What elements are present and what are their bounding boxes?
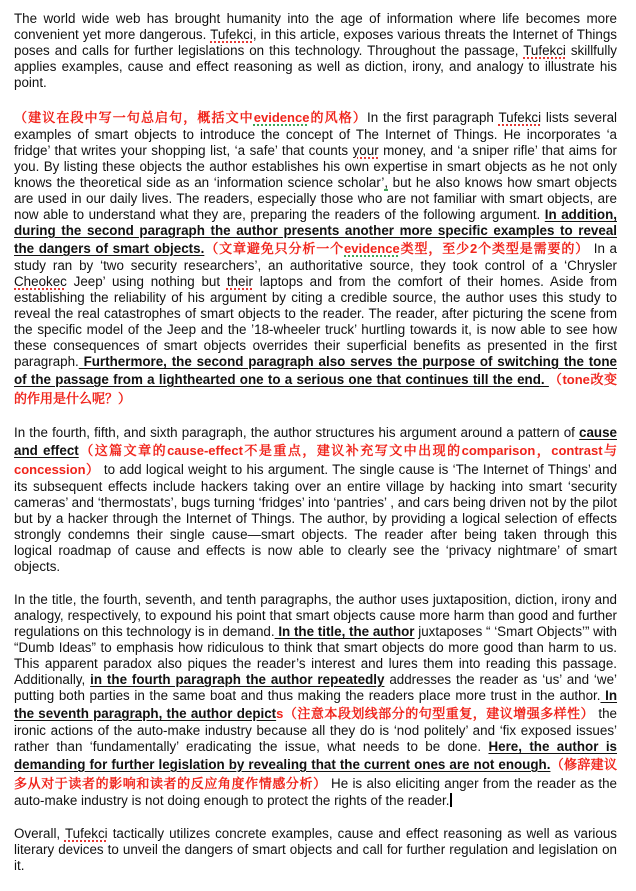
teacher-comment-flagged: evidence — [344, 241, 400, 256]
underlined-key-sentence: Here, the author is demanding for further legislation by revealing that the current ones are not enough. — [14, 739, 617, 772]
teacher-comment: 类型，至少2个类型是需要的） — [399, 241, 590, 256]
body-text: lists several examples of smart objects to introduce the concept of The Internet of Things. He incorporates ‘a fridge’ that writes your shopping list, ‘a safe’ that counts — [14, 110, 617, 158]
paragraph — [14, 108, 617, 408]
body-text: In a study ran by ‘two security researchers’, an authoritative source, they took control of a ‘Chrysler — [14, 241, 617, 273]
body-text: addresses the reader as ‘us’ and ‘we’ putting both parties in the same boat and thus making the readers place more trust in the author. — [14, 672, 618, 703]
body-text: but he also knows how smart objects are used in our daily lives. The readers, especially those who are not familiar with smart objects, are now able to understand what they are, preparing the readers of the following argument. — [14, 175, 617, 222]
underlined-key-sentence: In the seventh paragraph, the author depict — [14, 688, 618, 721]
underlined-key-sentence: In addition, during the second paragraph the author presents another more specific examples to reveal the dangers of smart objects. — [14, 207, 617, 256]
body-text: Jeep’ using nothing but — [66, 274, 227, 289]
paragraph — [14, 11, 617, 91]
body-text: He is also eliciting anger from the reader as the auto-make industry is not doing enough to protect the rights of the reader. — [14, 776, 617, 808]
underlined-key-sentence: Furthermore, the second paragraph also serves the purpose of switching the tone of the passage from a lighthearted one to a serious one that continues till the end. — [14, 354, 617, 387]
teacher-comment: （文章避免只分析一个 — [204, 241, 345, 256]
underlined-key-sentence: cause and effect — [14, 425, 617, 458]
body-text: the ironic actions of the auto-make industry because all they do is ‘nod politely’ and ‘fix exposed issues’ rather than ‘fundamentally’ eradicating the issue, what needs to be done. — [14, 706, 617, 754]
document-body[interactable] — [14, 11, 617, 891]
body-text: juxtaposes “ ‘Smart Objects’” with “Dumb Ideas” to emphasis how ridiculous to think that smart objects do more good than harm to us. This apparent paradox also piques the reader’s interest and lures them into reading this passage. Additionally, — [14, 624, 617, 687]
body-text: tactically utilizes concrete examples, cause and effect reasoning as well as various literary devices to unveil the dangers of smart objects and call for further regulation and legislation on it. — [14, 826, 617, 873]
body-text: The world wide web has brought humanity into the age of information where life becomes more convenient yet more dangerous. — [14, 11, 617, 42]
spelling-flagged-word: Tufekci — [498, 110, 542, 125]
teacher-comment: s（注意本段划线部分的句型重复，建议增强多样性） — [276, 706, 595, 721]
text-cursor — [450, 793, 452, 807]
teacher-comment: 的风格） — [309, 110, 367, 125]
body-text: In the title, the fourth, seventh, and tenth paragraphs, the author uses juxtaposition, diction, irony and analogy, respectively, to expound his point that smart objects cause more harm than good and further regulations on this technology is in demand. — [14, 592, 617, 639]
spelling-flagged-word: their — [226, 274, 253, 289]
teacher-comment: （tone改变的作用是什么呢？） — [14, 372, 617, 406]
spelling-flagged-word: Cheokec — [14, 274, 67, 289]
paragraph — [14, 425, 617, 575]
body-text: money, and ‘a sniper rifle’ that aims for you. By listing these objects the author establishes his own expertise in smart objects as he not only knows the theoretical side as an ‘information science scholar’ — [14, 143, 617, 190]
body-text: skillfully applies examples, cause and effect reasoning as well as diction, irony, and analogy to illustrate his point. — [14, 43, 617, 90]
spelling-flagged-word: Tufekci — [64, 826, 108, 841]
paragraph — [14, 592, 617, 809]
spelling-flagged-word: Tufekci — [210, 27, 253, 42]
body-text: to add logical weight to his argument. The single cause is ‘The Internet of Things’ and its subsequent effects include hackers taking over an entire village by hacking into smart ‘security cameras’ and ‘thermostats’, bugs turning ‘fridges’ into ‘pantries’ , and cars being driven not by the pilot but by a hacker through the Internet of Things. The author, by providing a logical selection of effects strongly condemns their single cause—smart objects. The reader after being taken through this logical roadmap of cause and effects is now able to clearly see the ‘privacy nightmare’ of smart objects. — [14, 462, 617, 574]
spelling-flagged-word: Tufekci — [523, 43, 566, 58]
paragraph — [14, 826, 617, 874]
grammar-flagged-mark: , — [384, 175, 389, 190]
spelling-flagged-word: your — [352, 143, 379, 158]
body-text: Overall, — [14, 826, 65, 841]
body-text: In the first paragraph — [366, 110, 499, 125]
teacher-comment: （建议在段中写一句总启句，概括文中 — [14, 110, 254, 125]
teacher-comment-flagged: evidence — [253, 110, 310, 125]
underlined-key-sentence: In the title, the author — [274, 624, 415, 639]
teacher-comment: （这篇文章的cause-effect不是重点，建议补充写文中出现的comparison，contrast与concession） — [14, 443, 618, 477]
underlined-key-sentence: in the fourth paragraph the author repeatedly — [90, 672, 385, 687]
body-text: laptops and from the comfort of their homes. Aside from establishing the reliability of his argument by citing a credible source, the author uses this study to reveal the real catastrophes of smart objects to the reader. The reader, after picturing the scene from the specific model of the Jeep and the ’18-wheeler truck’ hurtling towards it, is now able to see how these consequences of smart objects overrides their superficial benefits as presented in the first paragraph. — [14, 274, 617, 369]
teacher-comment: （修辞建议多从对于读者的影响和读者的反应角度作情感分析） — [14, 757, 617, 791]
body-text: In the fourth, fifth, and sixth paragraph, the author structures his argument around a pattern of — [14, 425, 580, 440]
body-text: , in this article, exposes various threats the Internet of Things poses and calls for further legislations on this technology. Throughout the passage, — [14, 27, 617, 58]
